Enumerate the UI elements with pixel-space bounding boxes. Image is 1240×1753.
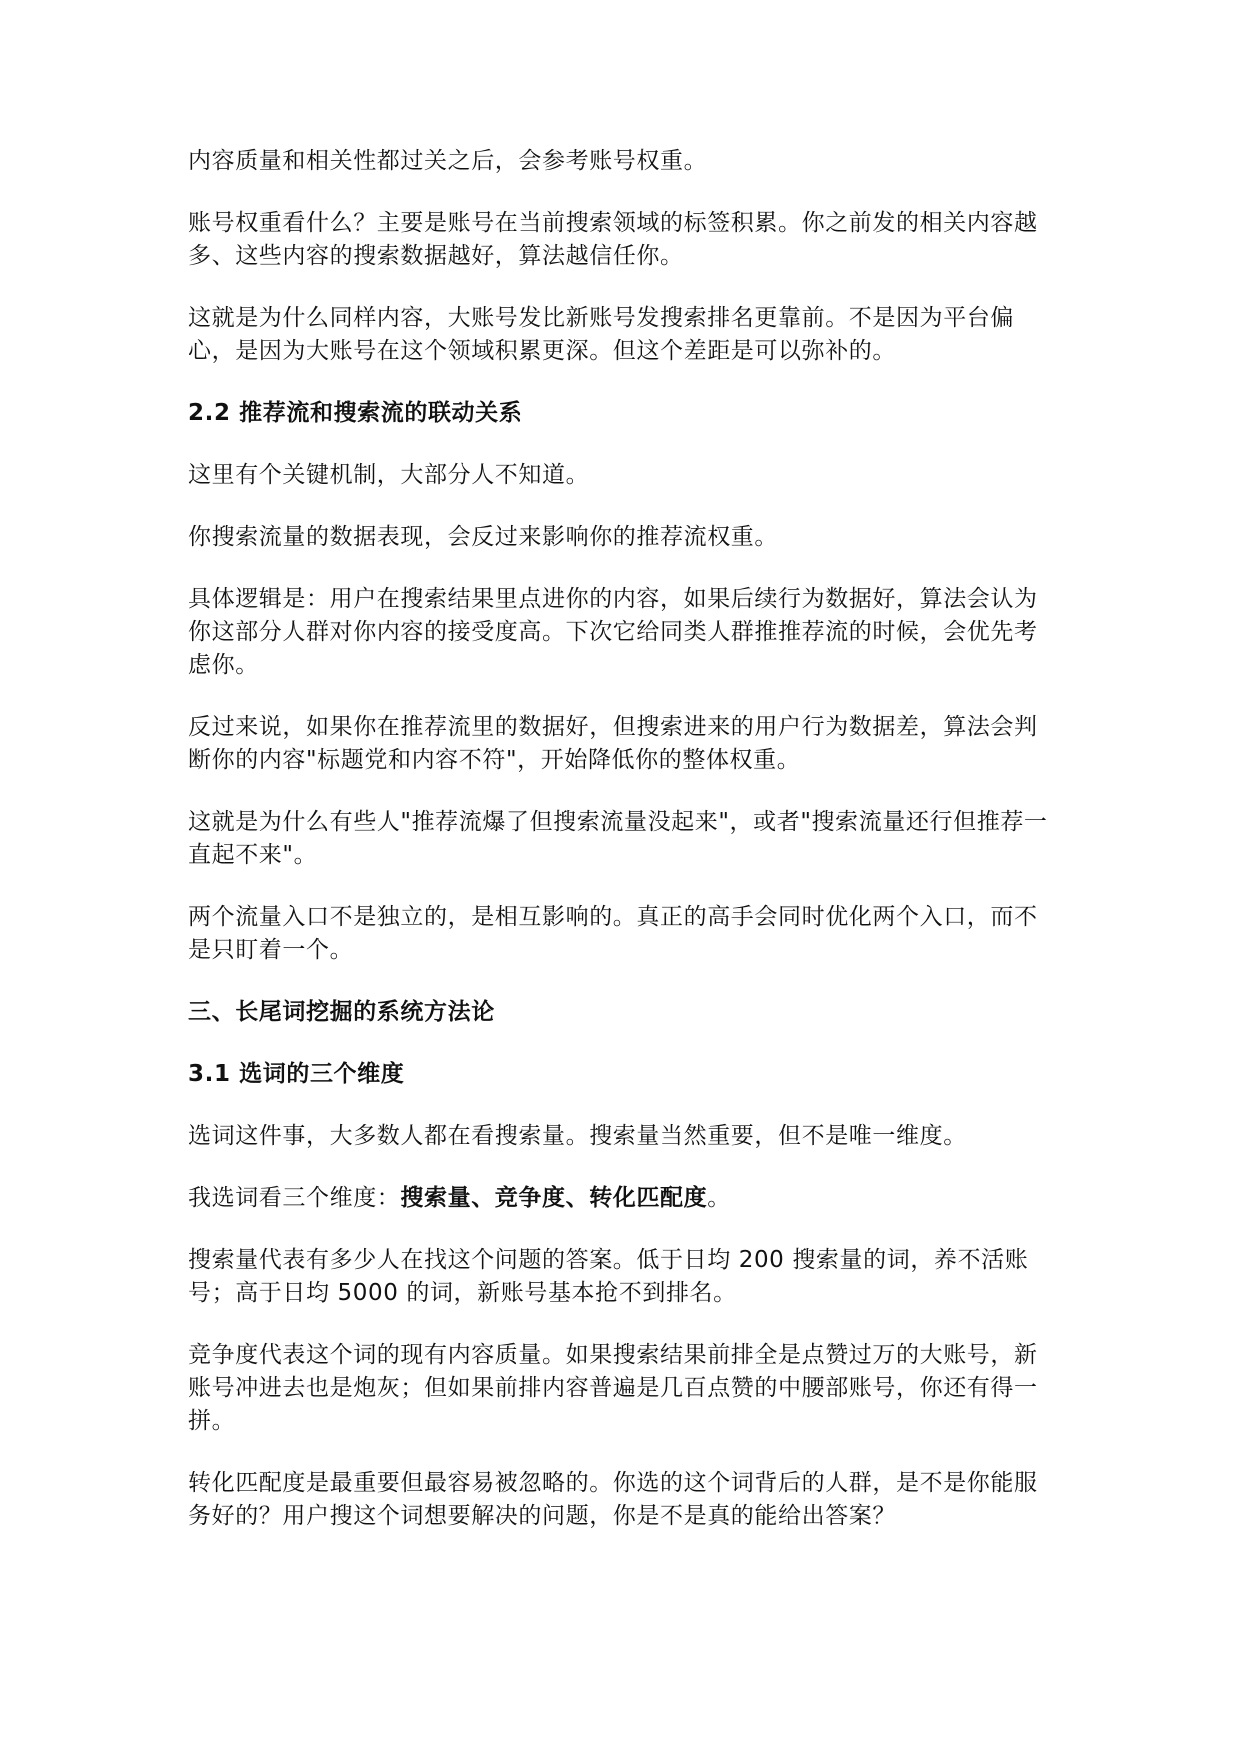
paragraph: 这里有个关键机制，大部分人不知道。 [188, 462, 590, 488]
paragraph: 内容质量和相关性都过关之后，会参考账号权重。 [188, 148, 708, 174]
paragraph: 账号权重看什么？主要是账号在当前搜索领域的标签积累。你之前发的相关内容越多、这些内容的搜索数据越好，算法越信任你。 [188, 210, 1038, 269]
paragraph: 转化匹配度是最重要但最容易被忽略的。你选的这个词背后的人群，是不是你能服务好的？用户搜这个词想要解决的问题，你是不是真的能给出答案？ [188, 1470, 1038, 1529]
chapter-heading-3: 三、长尾词挖掘的系统方法论 [188, 999, 495, 1025]
section-heading-2-2: 2.2 推荐流和搜索流的联动关系 [188, 400, 523, 426]
paragraph: 你搜索流量的数据表现，会反过来影响你的推荐流权重。 [188, 524, 778, 550]
text-suffix: 。 [707, 1185, 731, 1211]
document-page [188, 145, 1058, 1562]
paragraph: 两个流量入口不是独立的，是相互影响的。真正的高手会同时优化两个入口，而不是只盯着一个。 [188, 904, 1038, 963]
paragraph: 这就是为什么同样内容，大账号发比新账号发搜索排名更靠前。不是因为平台偏心，是因为大账号在这个领域积累更深。但这个差距是可以弥补的。 [188, 305, 1014, 364]
paragraph: 选词这件事，大多数人都在看搜索量。搜索量当然重要，但不是唯一维度。 [188, 1123, 967, 1149]
paragraph: 这就是为什么有些人"推荐流爆了但搜索流量没起来"，或者"搜索流量还行但推荐一直起不来"。 [188, 809, 1048, 868]
section-heading-3-1: 3.1 选词的三个维度 [188, 1061, 405, 1087]
paragraph: 竞争度代表这个词的现有内容质量。如果搜索结果前排全是点赞过万的大账号，新账号冲进去也是炮灰；但如果前排内容普遍是几百点赞的中腰部账号，你还有得一拼。 [188, 1342, 1038, 1434]
text-prefix: 我选词看三个维度： [188, 1185, 401, 1211]
bold-dimensions: 搜索量、竞争度、转化匹配度 [400, 1185, 708, 1211]
paragraph: 反过来说，如果你在推荐流里的数据好，但搜索进来的用户行为数据差，算法会判断你的内容"标题党和内容不符"，开始降低你的整体权重。 [188, 714, 1038, 773]
paragraph: 具体逻辑是：用户在搜索结果里点进你的内容，如果后续行为数据好，算法会认为你这部分人群对你内容的接受度高。下次它给同类人群推推荐流的时候，会优先考虑你。 [188, 586, 1038, 678]
paragraph: 搜索量代表有多少人在找这个问题的答案。低于日均 200 搜索量的词，养不活账号；高于日均 5000 的词，新账号基本抢不到排名。 [188, 1247, 1029, 1306]
paragraph-three-dimensions [188, 1182, 1058, 1215]
